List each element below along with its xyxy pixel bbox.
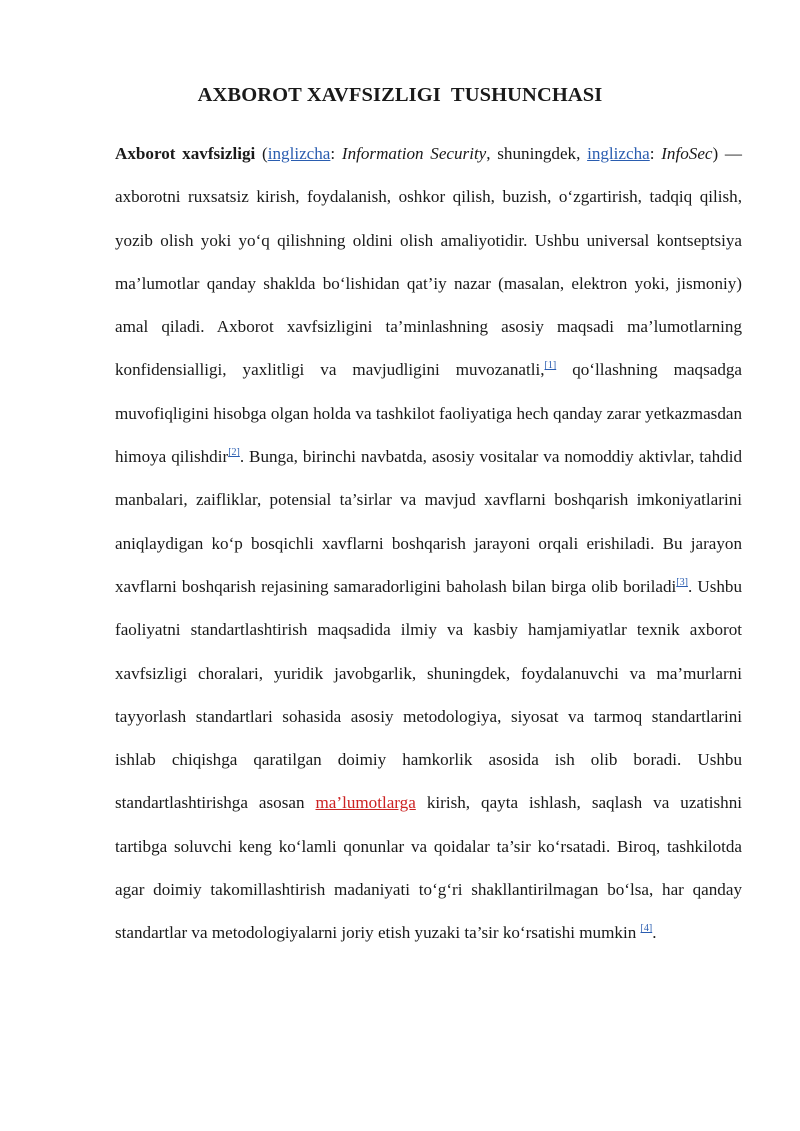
- link-inglizcha[interactable]: inglizcha: [267, 144, 331, 163]
- footnote-ref: [641, 923, 653, 934]
- footnote-link-2[interactable]: [2]: [228, 447, 240, 459]
- text-span: , shuningdek,: [486, 144, 588, 163]
- text-span: . Ushbu faoliyatni standartlashtirish maqsadida ilmiy va kasbiy hamjamiyatlar texnik axborot xavfsizligi choralari, yuridik javobgarlik, shuningdek, foydalanuvchi va ma’murlarni tayyorlash standartlari sohasida asosiy metodologiya, siyosat va tarmoq standartlarini ishlab chiqishga qaratilgan doimiy hamkorlik asosida ish olib boradi. Ushbu standartlashtirishga asosan: [115, 576, 743, 813]
- paragraph: [115, 132, 742, 955]
- text-span: qo‘llashning maqsadga muvofiqligini hisobga olgan holda va tashkilot faoliyatiga hech qanday zarar yetkazmasdan himoya qilishdir: [115, 360, 742, 467]
- text-span: kirish, qayta ishlash, saqlash va uzatishni tartibga soluvchi keng ko‘lamli qonunlar va qoidalar ta’sir ko‘rsatadi. Biroq, tashkilotda agar doimiy takomillashtirish madaniyati to‘g‘ri shakllantirilmagan bo‘lsa, har qanday standartlar va metodologiyalarni joriy etish yuzaki ta’sir ko‘rsatishi mumkin: [115, 793, 742, 943]
- text-span: . Bunga, birinchi navbatda, asosiy vositalar va nomoddiy aktivlar, tahdid manbalari, zaifliklar, potensial ta’sirlar va mavjud xavflarni boshqarish imkoniyatlarini aniqlaydigan ko‘p bosqichli xavflarni boshqarish jarayoni orqali erishiladi. Bu jarayon xavflarni boshqarish rejasining samaradorligini baholash bilan birga olib boriladi: [115, 447, 743, 596]
- term-italic: Information Security: [341, 144, 487, 163]
- link-malumotlarga[interactable]: ma’lumotlarga: [315, 793, 416, 813]
- text-span: :: [649, 144, 662, 163]
- body-text: [115, 132, 742, 955]
- page-title: AXBOROT XAVFSIZLIGI TUSHUNCHASI: [197, 84, 603, 106]
- text-span: ) — axborotni ruxsatsiz kirish, foydalanish, oshkor qilish, buzish, o‘zgartirish, tadqiq qilish, yozib olish yoki yo‘q qilishning oldini olish amaliyotidir. Ushbu universal kontseptsiya ma’lumotlar qanday shaklda bo‘lishidan qat’iy nazar (masalan, elektron yoki, jismoniy) amal qiladi. Axborot xavfsizligini ta’minlashning asosiy maqsadi ma’lumotlarning konfidensialligi, yaxlitligi va mavjudligini muvozanatli,: [115, 144, 743, 380]
- term-bold: Axborot xavfsizligi: [115, 144, 256, 163]
- footnote-link-4[interactable]: [4]: [640, 923, 653, 935]
- term-italic: InfoSec: [661, 144, 713, 163]
- footnote-ref: [676, 577, 688, 588]
- text-span: .: [652, 923, 657, 943]
- link-inglizcha[interactable]: inglizcha: [587, 144, 650, 163]
- footnote-ref: [545, 360, 557, 371]
- text-span: (: [255, 144, 268, 163]
- text-span: :: [330, 144, 342, 163]
- footnote-ref: [228, 447, 240, 458]
- footnote-link-1[interactable]: [1]: [544, 360, 557, 372]
- footnote-link-3[interactable]: [3]: [676, 576, 688, 588]
